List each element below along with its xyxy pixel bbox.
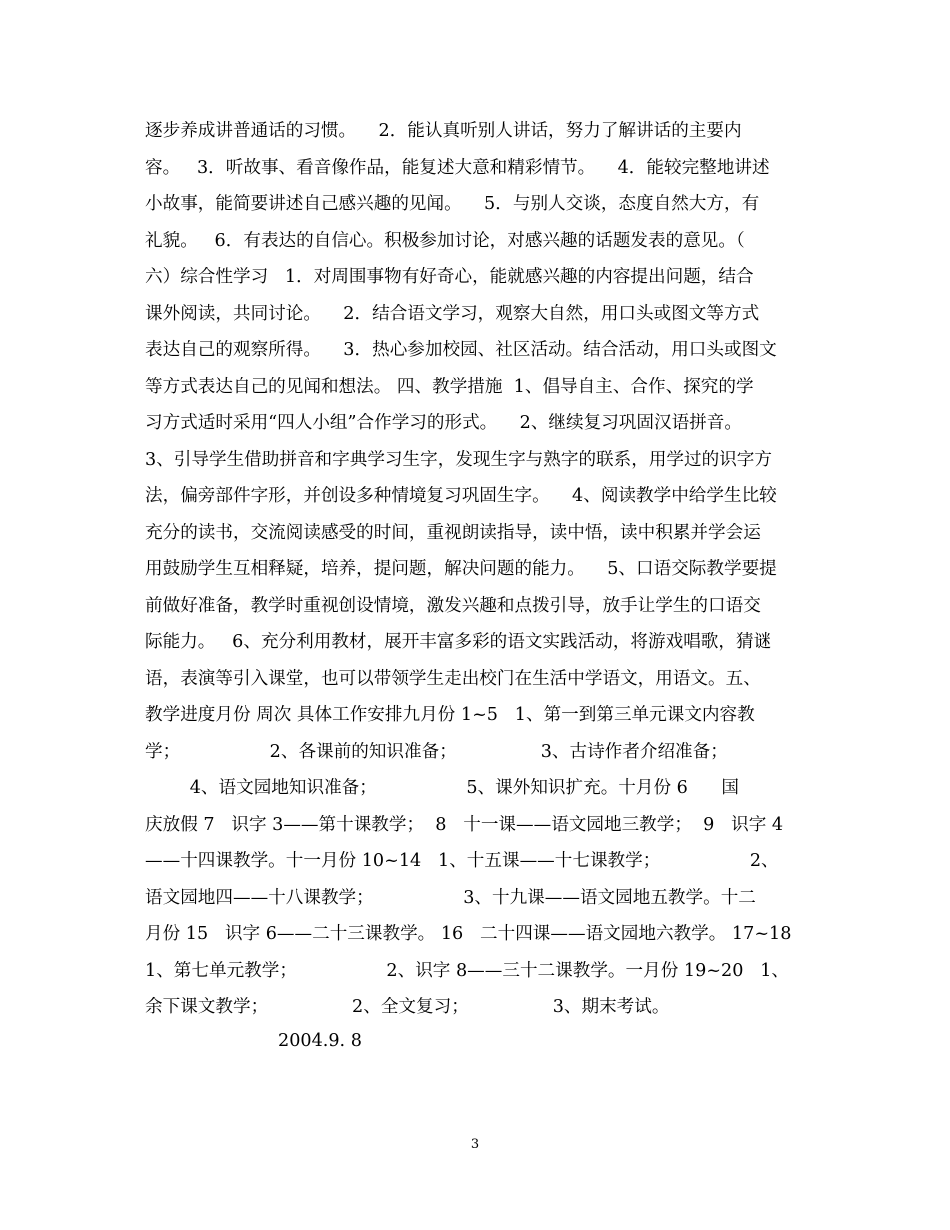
- text-line: 际能力。 6、充分利用教材，展开丰富多彩的语文实践活动，将游戏唱歌，猜谜: [145, 632, 772, 652]
- text-line: 小故事，能简要讲述自己感兴趣的见闻。 5．与别人交谈，态度自然大方，有: [145, 194, 760, 214]
- text-line: 余下课文教学； 2、全文复习； 3、期末考试。: [145, 997, 670, 1017]
- text-line: 教学进度月份 周次 具体工作安排九月份 1~5 1、第一到第三单元课文内容教: [145, 705, 755, 725]
- text-line: 用鼓励学生互相释疑，培养，提问题，解决问题的能力。 5、口语交际教学要提: [145, 559, 777, 579]
- text-line: 礼貌。 6．有表达的自信心。积极参加讨论，对感兴趣的话题发表的意见。（: [145, 230, 745, 251]
- text-line: 六）综合性学习 1．对周围事物有好奇心，能就感兴趣的内容提出问题，结合: [145, 267, 754, 287]
- text-line: 3、引导学生借助拼音和字典学习生字，发现生字与熟字的联系，用学过的识字方: [145, 449, 772, 470]
- page-number: 3: [470, 1137, 480, 1152]
- document-date: 2004.9. 8: [278, 1031, 362, 1051]
- text-line: 4、语文园地知识准备； 5、课外知识扩充。十月份 6 国: [145, 778, 740, 798]
- text-line: 语文园地四——十八课教学； 3、十九课——语文园地五教学。十二: [145, 887, 756, 908]
- text-line: 前做好准备，教学时重视创设情境，激发兴趣和点拨引导，放手让学生的口语交: [145, 595, 761, 616]
- text-line: 表达自己的观察所得。 3．热心参加校园、社区活动。结合活动，用口头或图文: [145, 340, 777, 360]
- text-line: 法，偏旁部件字形，并创设多种情境复习巩固生字。 4、阅读教学中给学生比较: [145, 486, 777, 506]
- text-line: 容。 3．听故事、看音像作品，能复述大意和精彩情节。 4．能较完整地讲述: [145, 157, 770, 178]
- text-line: 1、第七单元教学； 2、识字 8——三十二课教学。一月份 19~20 1、: [145, 960, 789, 981]
- text-line: 月份 15 识字 6——二十三课教学。 16 二十四课——语文园地六教学。 17~18: [145, 924, 792, 944]
- text-line: 庆放假 7 识字 3——第十课教学； 8 十一课——语文园地三教学； 9 识字 4: [145, 814, 784, 835]
- text-line: 学； 2、各课前的知识准备； 3、古诗作者介绍准备；: [145, 741, 728, 762]
- text-line: 课外阅读，共同讨论。 2．结合语文学习，观察大自然，用口头或图文等方式: [145, 303, 760, 324]
- text-line: ——十四课教学。十一月份 10~14 1、十五课——十七课教学； 2、: [145, 851, 779, 871]
- text-line: 等方式表达自己的见闻和想法。 四、教学措施 1、倡导自主、合作、探究的学: [145, 376, 754, 397]
- text-line: 习方式适时采用“四人小组”合作学习的形式。 2、继续复习巩固汉语拼音。: [145, 413, 742, 433]
- text-line: 充分的读书，交流阅读感受的时间，重视朗读指导，读中悟，读中积累并学会运: [145, 522, 761, 543]
- text-line: 语，表演等引入课堂，也可以带领学生走出校门在生活中学语文，用语文。五、: [145, 668, 761, 689]
- text-line: 逐步养成讲普通话的习惯。 2．能认真听别人讲话，努力了解讲话的主要内: [145, 121, 742, 141]
